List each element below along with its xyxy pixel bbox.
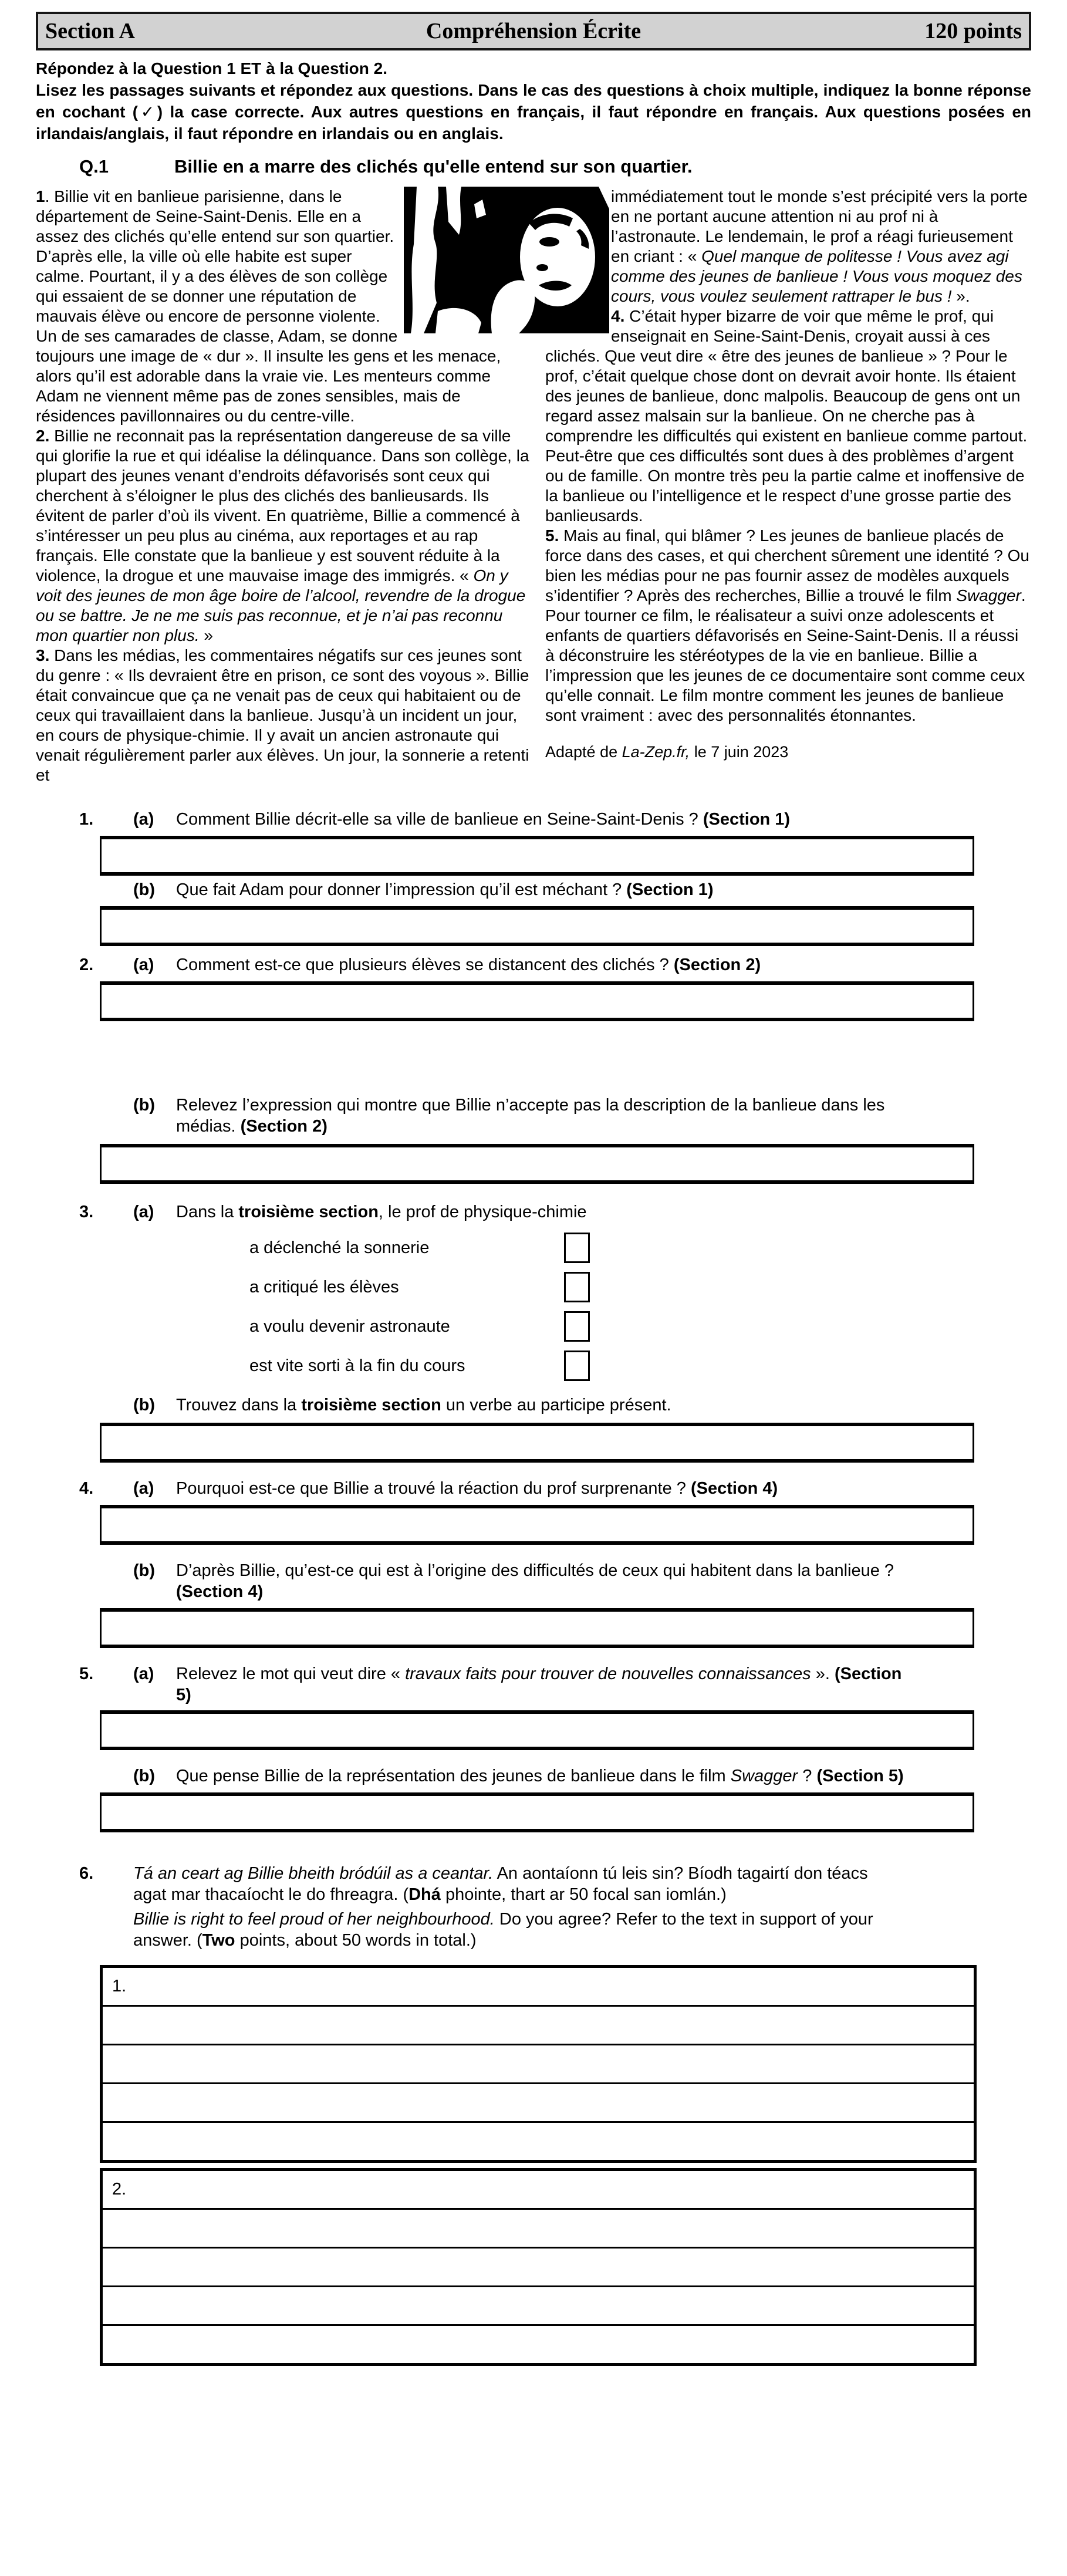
passage-paragraph-5: 5. Mais au final, qui blâmer ? Les jeunes de banlieue placés de force dans des cases, et qui cherchent sûrement une identité ? Ou bien les médias pour ne pas fournir assez de modèles auxquels s’identifier ? Après des recherches, Billie a trouvé le film Swagger. Pour tourner ce film, le réalisateur a suivi onze adolescents et enfants de quartiers défavorisés en Seine-Saint-Denis. Il a réussi à déconstruire les stéréotypes de la vie en banlieue. Billie a l’impression que les jeunes de ce documentaire sont comme ceux qu’elle connait. Le film montre comment les jeunes de banlieue sont vraiment : avec des personnalités étonnantes. <box>545 526 1029 724</box>
question-letter: (a) <box>133 1479 154 1498</box>
exam-title: Compréhension Écrite <box>426 19 641 43</box>
question-text <box>133 1863 896 1951</box>
question-letter: (b) <box>133 1096 156 1115</box>
passage-paragraph-2: 2. Billie ne reconnait pas la représentation dangereuse de sa ville qui glorifie la rue et qui idéalise la délinquance. Dans son collège, la plupart des jeunes venant d’endroits défavorisés sont ceux qui cherchent à s’éloigner le plus des clichés des banlieusards. Ils évitent de parler d’où ils vivent. En quatrième, Billie a commencé à s’intéresser un peu plus au cinéma, aux reportages et au rap français. Elle constate que la banlieue y est souvent réduite à la violence, la drogue et une mauvaise image des immigrés. « On y voit des jeunes de mon âge boire de l’alcool, revendre de la drogue ou se battre. Je ne me suis pas reconnue, et je n’ai pas reconnu mon quartier non plus. » <box>36 427 529 644</box>
answer-box-q2a[interactable] <box>100 981 974 1021</box>
mcq-option-3 <box>36 1312 1031 1341</box>
mcq-option-label: est vite sorti à la fin du cours <box>249 1356 465 1375</box>
question-text: Comment Billie décrit-elle sa ville de banlieue en Seine-Saint-Denis ? (Section 1) <box>176 810 791 829</box>
answer-box-q4b[interactable] <box>100 1608 974 1648</box>
question-text: D’après Billie, qu’est-ce qui est à l’origine des difficultés de ceux qui habitent dans la banlieue ? (Section 4) <box>176 1561 894 1601</box>
answer-point-2-label: 2. <box>112 2180 127 2199</box>
question-letter: (a) <box>133 1665 154 1683</box>
question-number: 2. <box>79 956 94 974</box>
question-letter: (b) <box>133 1561 156 1580</box>
question-4a <box>36 1478 1031 1499</box>
passage-paragraph-3: 3. Dans les médias, les commentaires négatifs sur ces jeunes sont du genre : « Ils devraient être en prison, ce sont des voyous ». Billie était convaincue que ça ne venait pas de ceux qui habitaient ou de ceux qui travaillaient dans la banlieue. Jusqu’à un incident un jour, en cours de physique-chimie. Il y avait un ancien astronaute qui venait régulièrement parler aux élèves. Un jour, la sonnerie a retenti et <box>36 646 529 784</box>
answer-point-1-label: 1. <box>112 1977 127 1996</box>
answer-line[interactable] <box>103 2247 974 2285</box>
question-3b <box>36 1395 1031 1416</box>
question-text: Que pense Billie de la représentation des jeunes de banlieue dans le film Swagger ? (Section 5) <box>176 1767 904 1785</box>
question-3a <box>36 1201 1031 1223</box>
answer-box-q3b[interactable] <box>100 1423 974 1463</box>
mcq-option-1 <box>36 1233 1031 1262</box>
question-1-heading <box>36 156 1031 177</box>
question-letter: (b) <box>133 1767 156 1785</box>
answer-line[interactable] <box>103 2208 974 2247</box>
question-2a <box>36 954 1031 975</box>
answer-line[interactable] <box>103 1968 974 2005</box>
mcq-checkbox-2[interactable] <box>564 1272 590 1302</box>
question-text: Dans la troisième section, le prof de physique-chimie <box>176 1203 587 1221</box>
answer-line[interactable] <box>103 2005 974 2044</box>
question-letter: (a) <box>133 810 154 829</box>
mcq-option-2 <box>36 1272 1031 1302</box>
long-answer-box-1[interactable] <box>100 1965 977 2163</box>
answer-line[interactable] <box>103 2171 974 2208</box>
mcq-option-label: a critiqué les élèves <box>249 1277 399 1297</box>
answer-box-q1b[interactable] <box>100 906 974 946</box>
mcq-checkbox-1[interactable] <box>564 1233 590 1263</box>
question-6-irish: Tá an ceart ag Billie bheith bródúil as a ceantar. An aontaíonn tú leis sin? Bíodh tagairtí don téacs agat mar thacaíocht le do fhreagra. (Dhá phointe, thart ar 50 focal san iomlán.) <box>133 1864 868 1904</box>
question-1-title: Billie en a marre des clichés qu'elle entend sur son quartier. <box>174 156 693 177</box>
photo-image <box>404 187 609 333</box>
passage-paragraph-4: 4. C’était hyper bizarre de voir que même le prof, qui enseignait en Seine-Saint-Denis, croyait aussi à ces clichés. Que veut dire « être des jeunes de banlieue » ? Pour le prof, c’était quelque chose dont on devrait avoir honte. Ils étaient des jeunes de banlieue, donc malpolis. Beaucoup de gens ont un regard assez malsain sur la banlieue. On ne cherche pas à comprendre les difficultés qui existent en banlieue comme partout. Peut-être que ces difficultés sont dues à des problèmes d’argent ou de famille. On montre très peu la partie calme et inoffensive de la banlieue ou l’intelligence et le respect d’une grosse partie des banlieusards. <box>545 307 1028 525</box>
question-5a <box>36 1663 1031 1706</box>
question-text: Comment est-ce que plusieurs élèves se distancent des clichés ? (Section 2) <box>176 956 761 974</box>
answer-box-q5b[interactable] <box>100 1792 974 1832</box>
mcq-option-4 <box>36 1351 1031 1380</box>
question-number: 6. <box>79 1864 94 1883</box>
question-6-english: Billie is right to feel proud of her neighbourhood. Do you agree? Refer to the text in support of your answer. (Two points, about 50 words in total.) <box>133 1910 873 1950</box>
passage-paragraph-1: 1. Billie vit en banlieue parisienne, dans le département de Seine-Saint-Denis. Elle en a assez des clichés qu’elle entend sur son quartier. D’après elle, la ville où elle habite est super calme. Pourtant, il y a des élèves de son collège qui essaient de se donner une réputation de mauvais élève ou encore de personne violente. Un de ses camarades de classe, Adam, se donne toujours une image de « dur ». Il insulte les gens et les menace, alors qu’il est adorable dans la vraie vie. Les menteurs comme Adam ne viennent même pas de zones sensibles, mais de résidences pavillonnaires ou du centre-ville. <box>36 187 501 425</box>
mcq-options <box>36 1233 1031 1380</box>
question-4b <box>36 1560 1031 1602</box>
question-number: 5. <box>79 1665 94 1683</box>
answer-line[interactable] <box>103 2044 974 2082</box>
answer-box-q1a[interactable] <box>100 836 974 876</box>
question-5b <box>36 1765 1031 1787</box>
answer-line[interactable] <box>103 2324 974 2363</box>
mcq-checkbox-4[interactable] <box>564 1351 590 1381</box>
question-number: 1. <box>79 810 94 829</box>
question-number: 3. <box>79 1203 94 1221</box>
question-text: Relevez le mot qui veut dire « travaux faits pour trouver de nouvelles connaissances ». (Section 5) <box>176 1665 902 1704</box>
answer-line[interactable] <box>103 2285 974 2324</box>
question-letter: (b) <box>133 880 156 899</box>
billie-photo <box>404 187 609 333</box>
mcq-option-label: a déclenché la sonnerie <box>249 1238 430 1257</box>
mcq-checkbox-3[interactable] <box>564 1311 590 1342</box>
answer-box-q2b[interactable] <box>100 1144 974 1184</box>
section-label: Section A <box>45 19 136 43</box>
question-text: Pourquoi est-ce que Billie a trouvé la réaction du prof surprenante ? (Section 4) <box>176 1479 778 1498</box>
question-letter: (a) <box>133 956 154 974</box>
question-text: Que fait Adam pour donner l’impression qu’il est méchant ? (Section 1) <box>176 880 714 899</box>
question-letter: (a) <box>133 1203 154 1221</box>
question-6 <box>36 1863 1031 1951</box>
mcq-option-label: a voulu devenir astronaute <box>249 1316 450 1336</box>
question-number: 4. <box>79 1479 94 1498</box>
question-text: Trouvez dans la troisième section un verbe au participe présent. <box>176 1396 671 1414</box>
question-1-number: Q.1 <box>79 156 109 177</box>
passage-column-right <box>545 187 1031 785</box>
instruction-line-1: Répondez à la Question 1 ET à la Question 2. <box>36 59 388 77</box>
question-1a <box>36 809 1031 830</box>
answer-line[interactable] <box>103 2082 974 2121</box>
answer-box-q5a[interactable] <box>100 1710 974 1750</box>
answer-line[interactable] <box>103 2121 974 2160</box>
long-answer-box-2[interactable] <box>100 2168 977 2366</box>
question-2b <box>36 1095 1031 1137</box>
question-1b <box>36 879 1031 900</box>
passage-source: Adapté de La-Zep.fr, le 7 juin 2023 <box>545 743 789 761</box>
answer-box-q4a[interactable] <box>100 1505 974 1545</box>
question-text: Relevez l’expression qui montre que Billie n’accepte pas la description de la banlieue dans les médias. (Section 2) <box>176 1096 885 1136</box>
reading-passage <box>36 187 1031 785</box>
points-label: 120 points <box>924 19 1022 43</box>
section-header-bar <box>36 12 1031 50</box>
instruction-paragraph: Lisez les passages suivants et répondez aux questions. Dans le cas des questions à choix multiple, indiquez la bonne réponse en cochant (✓) la case correcte. Aux autres questions en français, il faut répondre en français. Aux questions posées en irlandais/anglais, il faut répondre en irlandais ou en anglais. <box>36 81 1031 143</box>
question-letter: (b) <box>133 1396 156 1414</box>
passage-paragraph-3-continued: immédiatement tout le monde s’est précipité vers la porte en ne portant aucune attention ni au prof ni à l’astronaute. Le lendemain, le prof a réagi furieusement en criant : « Quel manque de politesse ! Vous avez agi comme des jeunes de banlieue ! Vous vous moquez des cours, vous voulez seulement rattraper le bus ! ». <box>611 187 1028 305</box>
